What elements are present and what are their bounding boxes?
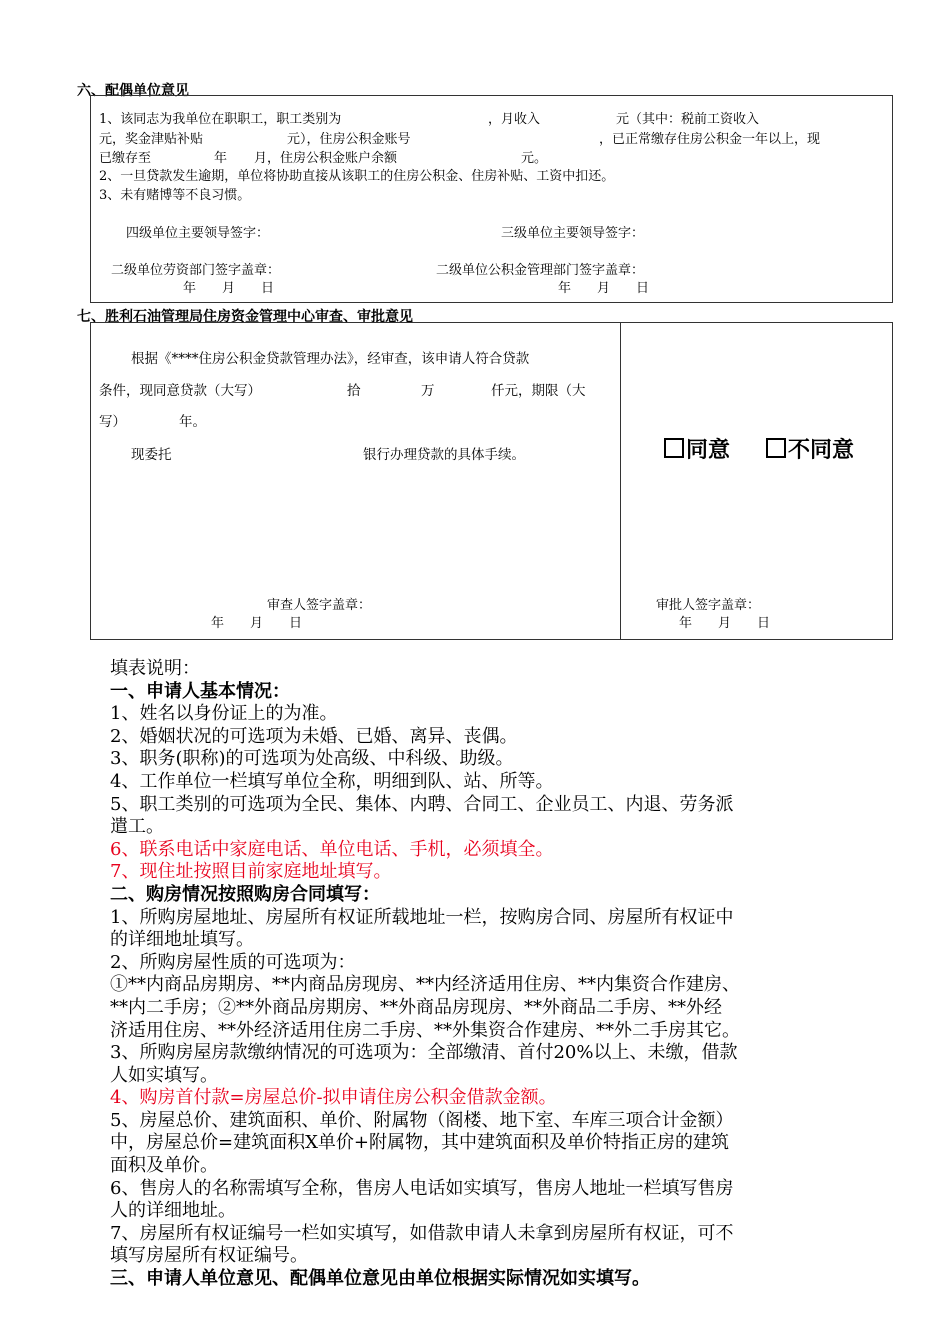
disagree-checkbox-icon[interactable] bbox=[766, 438, 786, 458]
notes-s2-item: 的详细地址填写。 bbox=[110, 929, 254, 951]
s6-line3a: 已缴存至 bbox=[99, 151, 152, 166]
notes-s2-item: 人如实填写。 bbox=[110, 1064, 218, 1086]
s6-sig-level3: 三级单位主要领导签字： bbox=[501, 226, 645, 241]
notes-s1-item: 遣工。 bbox=[110, 816, 164, 838]
notes-s1-item: 5、职工类别的可选项为全民、集体、内聘、合同工、企业员工、内退、劳务派 bbox=[110, 793, 734, 815]
s6-line4: 2、一旦贷款发生逾期，单位将协助直接从该职工的住房公积金、住房补贴、工资中扣还。 bbox=[99, 169, 615, 184]
notes-s2-item: 人的详细地址。 bbox=[110, 1200, 236, 1222]
disagree-label: 不同意 bbox=[788, 438, 855, 463]
disagree-option[interactable] bbox=[766, 433, 854, 464]
s7-p4a: 现委托 bbox=[131, 447, 172, 463]
notes-s2-item: 7、房屋所有权证编号一栏如实填写，如借款申请人未拿到房屋所有权证，可不 bbox=[110, 1222, 734, 1244]
notes-s2-item: **内二手房；②**外商品房期房、**外商品房现房、**外商品二手房、**外经 bbox=[110, 996, 722, 1018]
s7-p2c: 万 bbox=[421, 383, 435, 399]
notes-s1-item: 2、婚姻状况的可选项为未婚、已婚、离异、丧偶。 bbox=[110, 725, 518, 747]
s7-p2a: 条件，现同意贷款（大写） bbox=[99, 383, 261, 399]
s7-p4b: 银行办理贷款的具体手续。 bbox=[363, 447, 525, 463]
s6-line2b: 元），住房公积金账号 bbox=[287, 132, 411, 147]
s6-sig-labor: 二级单位劳资部门签字盖章： bbox=[111, 263, 281, 278]
notes-s1-red: 7、现住址按照目前家庭地址填写。 bbox=[110, 861, 392, 883]
section7-divider bbox=[620, 323, 621, 639]
agree-label: 同意 bbox=[686, 438, 731, 463]
section7-title: 七、胜利石油管理局住房资金管理中心审查、审批意见 bbox=[77, 309, 413, 325]
s7-p2d: 仟元，期限（大 bbox=[491, 383, 586, 399]
s7-reviewer-sign: 审查人签字盖章： bbox=[267, 598, 372, 613]
notes-s2-item: 中，房屋总价=建筑面积X单价+附属物，其中建筑面积及单价特指正房的建筑 bbox=[110, 1132, 729, 1154]
s6-line3b: 年 bbox=[214, 151, 228, 166]
notes-s2-item: ①**内商品房期房、**内商品房现房、**内经济适用住房、**内集资合作建房、 bbox=[110, 974, 740, 996]
notes-s2-item: 5、房屋总价、建筑面积、单价、附属物（阁楼、地下室、车库三项合计金额） bbox=[110, 1109, 734, 1131]
agree-option[interactable] bbox=[664, 433, 730, 464]
s6-line1a: 1、该同志为我单位在职职工，职工类别为 bbox=[99, 112, 342, 127]
notes-s2-item: 3、所购房屋房款缴纳情况的可选项为：全部缴清、首付20%以上、未缴，借款 bbox=[110, 1042, 738, 1064]
notes-s2-item: 1、所购房屋地址、房屋所有权证所载地址一栏，按购房合同、房屋所有权证中 bbox=[110, 906, 734, 928]
s6-sig-level4: 四级单位主要领导签字： bbox=[126, 226, 270, 241]
s7-approver-date: 年 月 日 bbox=[679, 616, 771, 631]
notes-s1-item: 4、工作单位一栏填写单位全称，明细到队、站、所等。 bbox=[110, 770, 554, 792]
s6-date-left: 年 月 日 bbox=[183, 281, 275, 296]
notes-s1-item: 1、姓名以身份证上的为准。 bbox=[110, 703, 338, 725]
s6-line1b: ，月收入 bbox=[488, 112, 541, 127]
s7-approver-sign: 审批人签字盖章： bbox=[656, 598, 761, 613]
s7-p3a: 写） bbox=[99, 414, 126, 430]
s6-line2c: ，已正常缴存住房公积金一年以上，现 bbox=[599, 132, 821, 147]
s6-line3d: 元。 bbox=[521, 151, 548, 166]
notes-s2-item: 2、所购房屋性质的可选项为： bbox=[110, 951, 356, 973]
section6-box bbox=[90, 95, 893, 303]
section7-box bbox=[90, 322, 893, 640]
notes-section bbox=[110, 658, 870, 1291]
agree-checkbox-icon[interactable] bbox=[664, 438, 684, 458]
notes-s2-item: 填写房屋所有权证编号。 bbox=[110, 1245, 308, 1267]
notes-s2-item: 济适用住房、**外经济适用住房二手房、**外集资合作建房、**外二手房其它。 bbox=[110, 1019, 740, 1041]
s7-p2b: 拾 bbox=[347, 383, 361, 399]
notes-s3-title: 三、申请人单位意见、配偶单位意见由单位根据实际情况如实填写。 bbox=[110, 1268, 650, 1290]
notes-s2-item: 面积及单价。 bbox=[110, 1155, 218, 1177]
section6-title: 六、配偶单位意见 bbox=[77, 83, 189, 99]
s6-line3c: 月，住房公积金账户余额 bbox=[254, 151, 398, 166]
s6-line5: 3、未有赌博等不良习惯。 bbox=[99, 188, 251, 203]
s6-date-right: 年 月 日 bbox=[558, 281, 650, 296]
s7-p1: 根据《****住房公积金贷款管理办法》，经审查，该申请人符合贷款 bbox=[131, 351, 530, 367]
notes-s2-title: 二、购房情况按照购房合同填写： bbox=[110, 883, 380, 905]
notes-s1-red: 6、联系电话中家庭电话、单位电话、手机，必须填全。 bbox=[110, 838, 554, 860]
notes-s2-item: 6、售房人的名称需填写全称，售房人电话如实填写，售房人地址一栏填写售房 bbox=[110, 1177, 734, 1199]
s7-reviewer-date: 年 月 日 bbox=[211, 616, 303, 631]
notes-s1-item: 3、职务(职称)的可选项为处高级、中科级、助级。 bbox=[110, 748, 514, 770]
notes-s1-title: 一、申请人基本情况： bbox=[110, 680, 290, 702]
s7-p3b: 年。 bbox=[179, 414, 206, 430]
notes-heading: 填表说明： bbox=[110, 658, 200, 679]
s6-line1c: 元（其中：税前工资收入 bbox=[616, 112, 760, 127]
notes-s2-red: 4、购房首付款=房屋总价-拟申请住房公积金借款金额。 bbox=[110, 1087, 557, 1109]
s6-line2a: 元，奖金津贴补贴 bbox=[99, 132, 204, 147]
s6-sig-fund: 二级单位公积金管理部门签字盖章： bbox=[436, 263, 645, 278]
